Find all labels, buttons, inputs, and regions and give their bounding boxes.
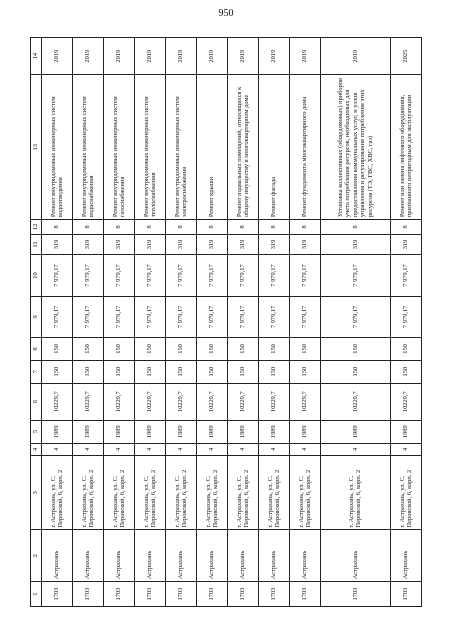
- cell-value-a: 150: [259, 360, 290, 383]
- cell-cost-b: 7 979,17: [42, 255, 73, 296]
- cell-total-area: 10229,7: [228, 383, 259, 420]
- column-number: 1: [31, 582, 42, 607]
- cell-value-d: 8: [135, 220, 166, 234]
- column-number: 13: [31, 75, 42, 220]
- cell-value-c: 319: [42, 234, 73, 255]
- cell-cost-b: 7 979,17: [197, 255, 228, 296]
- cell-address: г. Астрахань, ул. С. Перовской, 6, корп. 2: [290, 455, 321, 529]
- cell-total-area: 10229,7: [166, 383, 197, 420]
- cell-cost-a: 7 979,17: [135, 296, 166, 337]
- cell-planned-year: 2019: [228, 38, 259, 75]
- cell-cost-b: 7 979,17: [259, 255, 290, 296]
- cell-floors: 4: [197, 443, 228, 455]
- cell-cost-a: 7 979,17: [290, 296, 321, 337]
- cell-year-built: 1989: [135, 420, 166, 443]
- cell-cost-b: 7 979,17: [290, 255, 321, 296]
- cell-year-built: 1989: [321, 420, 391, 443]
- cell-value-c: 319: [290, 234, 321, 255]
- cell-total-area: 10229,7: [73, 383, 104, 420]
- column-number-row: [31, 38, 42, 607]
- cell-value-d: 8: [259, 220, 290, 234]
- cell-address: г. Астрахань, ул. С. Перовской, 6, корп. 2: [73, 455, 104, 529]
- column-number: 4: [31, 443, 42, 455]
- cell-year-built: 1989: [104, 420, 135, 443]
- column-number: 11: [31, 234, 42, 255]
- capital-repair-table: [30, 37, 422, 607]
- cell-value-b: 150: [390, 338, 421, 361]
- cell-address: г. Астрахань, ул. С. Перовской, 6, корп. 2: [321, 455, 391, 529]
- cell-municipality: Астрахань: [104, 530, 135, 582]
- table-row: [259, 38, 290, 607]
- cell-year-built: 1989: [42, 420, 73, 443]
- cell-work-type: Ремонт подвальных помещений, относящихся к общему имуществу в многоквартирном доме: [228, 75, 259, 220]
- cell-value-c: 319: [321, 234, 391, 255]
- cell-planned-year: 2019: [290, 38, 321, 75]
- cell-value-b: 150: [42, 338, 73, 361]
- table-row: [197, 38, 228, 607]
- cell-value-c: 319: [73, 234, 104, 255]
- cell-value-a: 150: [228, 360, 259, 383]
- cell-floors: 4: [259, 443, 290, 455]
- cell-registry-number: 1703: [135, 582, 166, 607]
- cell-year-built: 1989: [197, 420, 228, 443]
- cell-work-type: Ремонт внутридомовых инженерных систем водоснабжения: [73, 75, 104, 220]
- cell-floors: 4: [390, 443, 421, 455]
- column-number: 2: [31, 530, 42, 582]
- cell-registry-number: 1703: [321, 582, 391, 607]
- cell-value-d: 8: [390, 220, 421, 234]
- cell-address: г. Астрахань, ул. С. Перовской, 6, корп. 2: [135, 455, 166, 529]
- column-number: 10: [31, 255, 42, 296]
- cell-value-c: 319: [390, 234, 421, 255]
- cell-municipality: Астрахань: [390, 530, 421, 582]
- cell-value-c: 319: [166, 234, 197, 255]
- cell-floors: 4: [321, 443, 391, 455]
- table-row: [73, 38, 104, 607]
- cell-planned-year: 2019: [197, 38, 228, 75]
- cell-value-c: 319: [228, 234, 259, 255]
- cell-cost-b: 7 979,17: [104, 255, 135, 296]
- cell-floors: 4: [228, 443, 259, 455]
- cell-total-area: 10229,7: [390, 383, 421, 420]
- cell-work-type: Ремонт внутридомовых инженерных систем водоотведения: [42, 75, 73, 220]
- column-number: 5: [31, 420, 42, 443]
- cell-work-type: Ремонт внутридомовых инженерных систем теплоснабжения: [135, 75, 166, 220]
- cell-value-b: 150: [73, 338, 104, 361]
- cell-floors: 4: [42, 443, 73, 455]
- cell-work-type: Ремонт фасада: [259, 75, 290, 220]
- table-row: [228, 38, 259, 607]
- cell-value-b: 150: [259, 338, 290, 361]
- cell-cost-b: 7 979,17: [73, 255, 104, 296]
- cell-value-c: 319: [104, 234, 135, 255]
- cell-cost-a: 7 979,17: [42, 296, 73, 337]
- cell-municipality: Астрахань: [166, 530, 197, 582]
- cell-total-area: 10229,7: [42, 383, 73, 420]
- column-number: 3: [31, 455, 42, 529]
- table-row: [321, 38, 391, 607]
- column-number: 7: [31, 360, 42, 383]
- cell-planned-year: 2019: [104, 38, 135, 75]
- cell-value-d: 8: [197, 220, 228, 234]
- cell-value-d: 8: [104, 220, 135, 234]
- cell-planned-year: 2025: [390, 38, 421, 75]
- cell-address: г. Астрахань, ул. С. Перовской, 6, корп. 2: [104, 455, 135, 529]
- table-row: [390, 38, 421, 607]
- cell-value-a: 150: [42, 360, 73, 383]
- cell-value-a: 150: [290, 360, 321, 383]
- column-number: 8: [31, 338, 42, 361]
- cell-work-type: Ремонт фундамента многоквартирного дома: [290, 75, 321, 220]
- column-number: 9: [31, 296, 42, 337]
- cell-registry-number: 1703: [73, 582, 104, 607]
- cell-registry-number: 1703: [390, 582, 421, 607]
- cell-address: г. Астрахань, ул. С. Перовской, 6, корп. 2: [259, 455, 290, 529]
- cell-work-type: Установка коллективных (общедомовых) приборов учета потребления ресурсов, необходимых для предоставления коммунальных услуг, и узлов управления и регулирования потребления этих ресурсов (ТЭ, ГВС, ХВС, газ): [321, 75, 391, 220]
- cell-value-a: 150: [73, 360, 104, 383]
- cell-cost-a: 7 979,17: [228, 296, 259, 337]
- cell-registry-number: 1703: [42, 582, 73, 607]
- cell-work-type: Ремонт внутридомовых инженерных систем газоснабжения: [104, 75, 135, 220]
- cell-cost-a: 7 979,17: [73, 296, 104, 337]
- cell-value-a: 150: [197, 360, 228, 383]
- cell-year-built: 1989: [228, 420, 259, 443]
- cell-cost-b: 7 979,17: [135, 255, 166, 296]
- column-number: 12: [31, 220, 42, 234]
- cell-year-built: 1989: [290, 420, 321, 443]
- cell-planned-year: 2019: [73, 38, 104, 75]
- cell-address: г. Астрахань, ул. С. Перовской, 6, корп. 2: [228, 455, 259, 529]
- cell-value-c: 319: [197, 234, 228, 255]
- cell-cost-a: 7 979,17: [104, 296, 135, 337]
- cell-cost-b: 7 979,17: [166, 255, 197, 296]
- cell-value-b: 150: [166, 338, 197, 361]
- page-number: 950: [218, 8, 234, 19]
- cell-planned-year: 2019: [42, 38, 73, 75]
- cell-value-d: 8: [42, 220, 73, 234]
- cell-value-c: 319: [259, 234, 290, 255]
- cell-total-area: 10229,7: [259, 383, 290, 420]
- cell-value-a: 150: [104, 360, 135, 383]
- cell-cost-a: 7 979,17: [259, 296, 290, 337]
- cell-total-area: 10229,7: [104, 383, 135, 420]
- cell-value-c: 319: [135, 234, 166, 255]
- cell-year-built: 1989: [166, 420, 197, 443]
- cell-work-type: Ремонт крыши: [197, 75, 228, 220]
- table-row: [104, 38, 135, 607]
- cell-planned-year: 2019: [259, 38, 290, 75]
- cell-floors: 4: [73, 443, 104, 455]
- column-number: 6: [31, 383, 42, 420]
- cell-cost-b: 7 979,17: [228, 255, 259, 296]
- table-row: [290, 38, 321, 607]
- cell-address: г. Астрахань, ул. С. Перовской, 6, корп. 2: [197, 455, 228, 529]
- cell-work-type: Ремонт внутридомовых инженерных систем электроснабжения: [166, 75, 197, 220]
- cell-registry-number: 1703: [290, 582, 321, 607]
- cell-cost-a: 7 979,17: [166, 296, 197, 337]
- cell-floors: 4: [135, 443, 166, 455]
- cell-address: г. Астрахань, ул. С. Перовской, 6, корп. 2: [42, 455, 73, 529]
- cell-value-a: 150: [390, 360, 421, 383]
- table-row: [166, 38, 197, 607]
- cell-year-built: 1989: [259, 420, 290, 443]
- cell-cost-a: 7 979,17: [197, 296, 228, 337]
- cell-municipality: Астрахань: [197, 530, 228, 582]
- cell-municipality: Астрахань: [42, 530, 73, 582]
- cell-municipality: Астрахань: [135, 530, 166, 582]
- cell-value-d: 8: [321, 220, 391, 234]
- table-row: [42, 38, 73, 607]
- cell-value-b: 150: [197, 338, 228, 361]
- cell-registry-number: 1703: [259, 582, 290, 607]
- cell-registry-number: 1703: [104, 582, 135, 607]
- cell-value-b: 150: [104, 338, 135, 361]
- cell-value-b: 150: [135, 338, 166, 361]
- cell-address: г. Астрахань, ул. С. Перовской, 6, корп. 2: [390, 455, 421, 529]
- cell-total-area: 10229,7: [135, 383, 166, 420]
- cell-address: г. Астрахань, ул. С. Перовской, 6, корп. 2: [166, 455, 197, 529]
- cell-municipality: Астрахань: [228, 530, 259, 582]
- cell-cost-a: 7 979,17: [390, 296, 421, 337]
- cell-value-a: 150: [166, 360, 197, 383]
- cell-registry-number: 1703: [166, 582, 197, 607]
- cell-value-b: 150: [321, 338, 391, 361]
- cell-planned-year: 2019: [321, 38, 391, 75]
- cell-value-d: 8: [166, 220, 197, 234]
- cell-floors: 4: [166, 443, 197, 455]
- cell-total-area: 10229,7: [290, 383, 321, 420]
- cell-value-a: 150: [321, 360, 391, 383]
- cell-value-a: 150: [135, 360, 166, 383]
- cell-floors: 4: [104, 443, 135, 455]
- cell-planned-year: 2019: [135, 38, 166, 75]
- cell-municipality: Астрахань: [321, 530, 391, 582]
- table-row: [135, 38, 166, 607]
- cell-floors: 4: [290, 443, 321, 455]
- cell-registry-number: 1703: [228, 582, 259, 607]
- cell-value-d: 8: [290, 220, 321, 234]
- cell-year-built: 1989: [73, 420, 104, 443]
- cell-municipality: Астрахань: [290, 530, 321, 582]
- cell-planned-year: 2019: [166, 38, 197, 75]
- cell-value-b: 150: [290, 338, 321, 361]
- column-number: 14: [31, 38, 42, 75]
- cell-year-built: 1989: [390, 420, 421, 443]
- cell-value-d: 8: [73, 220, 104, 234]
- rotated-table-container: [30, 37, 422, 607]
- cell-registry-number: 1703: [197, 582, 228, 607]
- cell-cost-b: 7 979,17: [390, 255, 421, 296]
- cell-cost-a: 7 979,17: [321, 296, 391, 337]
- cell-municipality: Астрахань: [259, 530, 290, 582]
- cell-cost-b: 7 979,17: [321, 255, 391, 296]
- cell-work-type: Ремонт или замена лифтового оборудования, признанного непригодным для эксплуатации: [390, 75, 421, 220]
- cell-total-area: 10229,7: [321, 383, 391, 420]
- cell-total-area: 10229,7: [197, 383, 228, 420]
- cell-value-d: 8: [228, 220, 259, 234]
- cell-municipality: Астрахань: [73, 530, 104, 582]
- cell-value-b: 150: [228, 338, 259, 361]
